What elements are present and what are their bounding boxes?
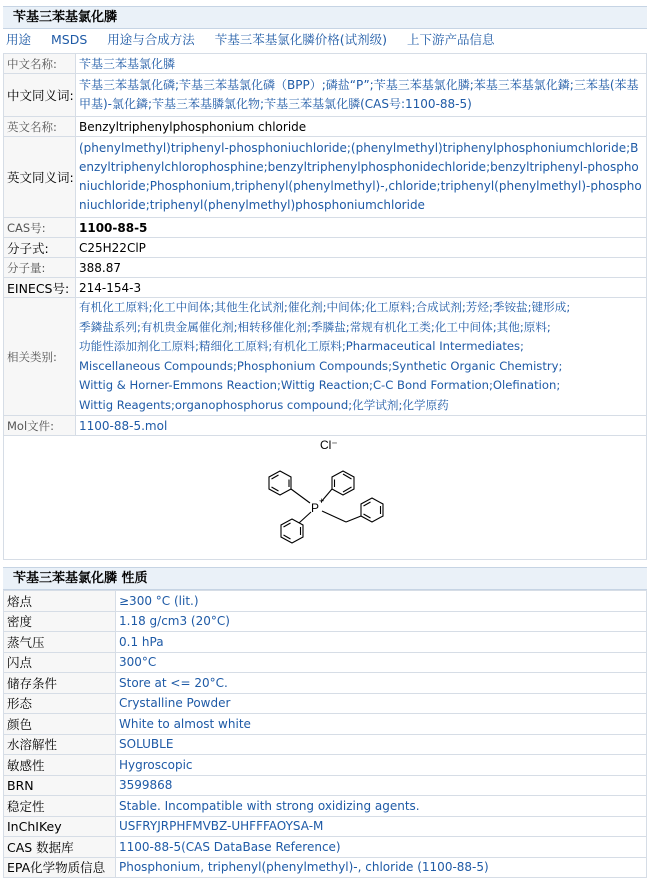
formula-label: 分子式:: [4, 238, 76, 258]
prop-value: Stable. Incompatible with strong oxidizing agents.: [116, 796, 647, 817]
table-row: [4, 673, 647, 694]
en-syn-value[interactable]: (phenylmethyl)triphenyl-phosphoniuchloride;(phenylmethyl)triphenylphosphoniumchloride;Benzyltriphenylchlorophosphine;benzyltriphenylphosphonidechloride;benzyltriphenyl-phosphoniuchloride;Phosphonium,triphenyl(phenylmethyl)-,chloride;triphenyl(phenylmethyl)-phosphoniuchloride;triphenyl(phenylmethyl)phosphoniumchloride: [76, 137, 647, 218]
page-title: 苄基三苯基氯化膦: [13, 10, 118, 25]
table-row: [4, 857, 647, 878]
table-row: [4, 436, 647, 560]
table-row: [4, 611, 647, 632]
mw-label: 分子量:: [4, 258, 76, 278]
cn-syn-value[interactable]: 苄基三苯基氯化磷;苄基三苯基氯化磷（BPP）;磷盐“P”;苄基三苯基氯化膦;苯基三苯基氯化鏻;三苯基(苯基甲基)-氯化鏻;苄基三苯基膦氯化物;苄基三苯基氯化膦(CAS号:1100-88-5): [76, 74, 647, 117]
prop-value: Hygroscopic: [116, 755, 647, 776]
table-row: [4, 258, 647, 278]
category-line: 季鏻盐系列;有机贵金属催化剂;相转移催化剂;季膦盐;常规有机化工类;化工中间体;其他;原料;: [79, 319, 551, 334]
table-row: [4, 278, 647, 298]
chloride-anion-label: Cl⁻: [320, 438, 338, 452]
table-row: [4, 693, 647, 714]
table-row: [4, 298, 647, 416]
prop-value: 3599868: [116, 775, 647, 796]
prop-value: White to almost white: [116, 714, 647, 735]
nav-link-price[interactable]: 苄基三苯基氯化膦价格(试剂级): [214, 32, 388, 47]
prop-value: SOLUBLE: [116, 734, 647, 755]
phenyl-ring: [269, 471, 291, 495]
prop-value: 300°C: [116, 652, 647, 673]
nav-link-uses[interactable]: 用途: [6, 32, 32, 47]
prop-value: 1.18 g/cm3 (20°C): [116, 611, 647, 632]
cas-database-link[interactable]: 1100-88-5(CAS DataBase Reference): [116, 837, 647, 858]
cas-value: 1100-88-5: [76, 218, 647, 238]
table-row: [4, 54, 647, 74]
mw-value: 388.87: [76, 258, 647, 278]
prop-label: 闪点: [4, 652, 116, 673]
structure-cell: [4, 436, 647, 560]
prop-label: 水溶解性: [4, 734, 116, 755]
prop-label: BRN: [4, 775, 116, 796]
table-row: [4, 632, 647, 653]
table-row: [4, 796, 647, 817]
prop-label: 颜色: [4, 714, 116, 735]
table-row: [4, 117, 647, 137]
basic-info-table: [3, 53, 647, 560]
en-name-value: Benzyltriphenylphosphonium chloride: [76, 117, 647, 137]
mol-label: Mol文件:: [4, 416, 76, 436]
prop-value: 0.1 hPa: [116, 632, 647, 653]
formula-value: C25H22ClP: [76, 238, 647, 258]
table-row: [4, 238, 647, 258]
mol-file-link[interactable]: 1100-88-5.mol: [76, 416, 647, 436]
cn-syn-label: 中文同义词:: [4, 74, 76, 117]
prop-label: 稳定性: [4, 796, 116, 817]
cn-name-value[interactable]: 苄基三苯基氯化膦: [76, 54, 647, 74]
table-row: [4, 755, 647, 776]
table-row: [4, 714, 647, 735]
phenyl-ring: [361, 498, 383, 522]
section-header-properties: [3, 567, 647, 590]
table-row: [4, 218, 647, 238]
prop-label: 储存条件: [4, 673, 116, 694]
table-row: [4, 652, 647, 673]
en-name-label: 英文名称:: [4, 117, 76, 137]
category-line: 有机化工原料;化工中间体;其他生化试剂;催化剂;中间体;化工原料;合成试剂;芳烃;季铵盐;键形成;: [79, 300, 571, 314]
prop-label: CAS 数据库: [4, 837, 116, 858]
prop-value: Crystalline Powder: [116, 693, 647, 714]
category-line: Wittig Reagents;organophosphorus compound;化学试剂;化学原药: [79, 397, 449, 412]
category-label: 相关类别:: [4, 298, 76, 416]
chemical-structure: [4, 436, 646, 556]
prop-label: EPA化学物质信息: [4, 857, 116, 878]
nav-link-updown[interactable]: 上下游产品信息: [407, 32, 495, 47]
category-value[interactable]: [76, 298, 647, 416]
table-row: [4, 816, 647, 837]
nav-link-synthesis[interactable]: 用途与合成方法: [107, 32, 195, 47]
epa-info-link[interactable]: Phosphonium, triphenyl(phenylmethyl)-, chloride (1100-88-5): [116, 857, 647, 878]
category-line: Miscellaneous Compounds;Phosphonium Compounds;Synthetic Organic Chemistry;: [79, 358, 563, 373]
nav-bar: [3, 29, 647, 51]
en-syn-label: 英文同义词:: [4, 137, 76, 218]
cas-label: CAS号:: [4, 218, 76, 238]
prop-label: 蒸气压: [4, 632, 116, 653]
prop-label: 密度: [4, 611, 116, 632]
table-row: [4, 837, 647, 858]
table-row: [4, 416, 647, 436]
properties-title: 苄基三苯基氯化膦 性质: [13, 571, 148, 586]
einecs-value: 214-154-3: [76, 278, 647, 298]
einecs-label: EINECS号:: [4, 278, 76, 298]
prop-label: InChIKey: [4, 816, 116, 837]
properties-table: [3, 590, 647, 878]
section-header-main: [3, 6, 647, 29]
positive-charge-label: +: [319, 496, 325, 506]
prop-label: 熔点: [4, 591, 116, 612]
nav-link-msds[interactable]: MSDS: [51, 32, 88, 47]
prop-value: Store at <= 20°C.: [116, 673, 647, 694]
table-row: [4, 591, 647, 612]
table-row: [4, 775, 647, 796]
table-row: [4, 734, 647, 755]
table-row: [4, 137, 647, 218]
prop-value: USFRYJRPHFMVBZ-UHFFFAOYSA-M: [116, 816, 647, 837]
cn-name-label: 中文名称:: [4, 54, 76, 74]
category-line: Wittig & Horner-Emmons Reaction;Wittig Reaction;C-C Bond Formation;Olefination;: [79, 378, 561, 392]
prop-value: ≥300 °C (lit.): [116, 591, 647, 612]
phosphorus-atom-label: P: [311, 501, 320, 515]
category-line: 功能性添加剂化工原料;精细化工原料;有机化工原料;Pharmaceutical Intermediates;: [79, 339, 524, 353]
prop-label: 形态: [4, 693, 116, 714]
table-row: [4, 74, 647, 117]
prop-label: 敏感性: [4, 755, 116, 776]
